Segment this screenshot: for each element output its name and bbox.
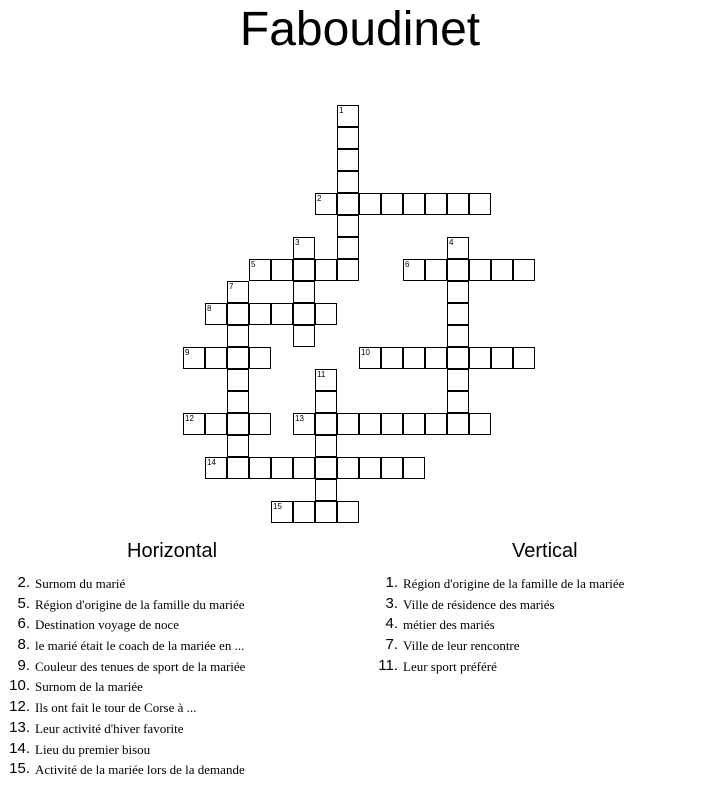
clue-text: Région d'origine de la famille du mariée xyxy=(35,596,245,612)
grid-cell[interactable] xyxy=(249,413,271,435)
grid-cell[interactable] xyxy=(447,413,469,435)
grid-cell[interactable] xyxy=(403,413,425,435)
clue-text: Surnom du marié xyxy=(35,576,126,591)
grid-cell[interactable] xyxy=(227,303,249,325)
grid-cell[interactable] xyxy=(381,347,403,369)
grid-cell[interactable] xyxy=(447,281,469,303)
grid-cell[interactable] xyxy=(183,347,205,369)
grid-cell[interactable] xyxy=(359,347,381,369)
grid-cell[interactable] xyxy=(447,259,469,281)
clue-text: Ville de leur rencontre xyxy=(403,638,520,654)
clue-num: 14. xyxy=(9,739,30,757)
clue-number: 7 xyxy=(229,282,234,291)
grid-cell[interactable] xyxy=(337,413,359,435)
grid-cell[interactable] xyxy=(337,237,359,259)
grid-cell[interactable] xyxy=(337,105,359,127)
grid-cell[interactable] xyxy=(447,347,469,369)
grid-cell[interactable] xyxy=(205,347,227,369)
grid-cell[interactable] xyxy=(249,259,271,281)
puzzle-title: Faboudinet xyxy=(239,3,481,56)
grid-cell[interactable] xyxy=(293,413,315,435)
clue-num: 3. xyxy=(385,594,398,612)
grid-cell[interactable] xyxy=(293,501,315,523)
grid-cell[interactable] xyxy=(315,413,337,435)
grid-cell[interactable] xyxy=(447,237,469,259)
grid-cell[interactable] xyxy=(271,457,293,479)
grid-cell[interactable] xyxy=(249,303,271,325)
clue-num: 5. xyxy=(17,594,30,612)
grid-cell[interactable] xyxy=(337,127,359,149)
clue-num: 9. xyxy=(17,656,30,674)
grid-cell[interactable] xyxy=(491,347,513,369)
grid-cell[interactable] xyxy=(403,457,425,479)
grid-cell[interactable] xyxy=(425,413,447,435)
grid-cell[interactable] xyxy=(425,347,447,369)
grid-cell[interactable] xyxy=(205,457,227,479)
grid-cell[interactable] xyxy=(227,391,249,413)
grid-cell[interactable] xyxy=(403,347,425,369)
clue-number: 10 xyxy=(361,348,370,357)
grid-cell[interactable] xyxy=(227,347,249,369)
grid-cell[interactable] xyxy=(381,193,403,215)
clue-num: 6. xyxy=(17,615,30,633)
clue-number: 1 xyxy=(339,106,344,115)
clue-number: 3 xyxy=(295,238,300,247)
clue-text: Surnom de la mariée xyxy=(35,679,143,695)
grid-cell[interactable] xyxy=(293,325,315,347)
grid-cell[interactable] xyxy=(271,303,293,325)
clue-text: le marié était le coach de la mariée en ... xyxy=(35,638,245,654)
grid-cell[interactable] xyxy=(447,325,469,347)
clue-num: 7. xyxy=(385,636,398,654)
grid-cell[interactable] xyxy=(403,193,425,215)
clue-number: 11 xyxy=(317,370,326,379)
grid-cell[interactable] xyxy=(227,325,249,347)
grid-cell[interactable] xyxy=(469,193,491,215)
grid-cell[interactable] xyxy=(447,193,469,215)
grid-cell[interactable] xyxy=(381,457,403,479)
grid-cell[interactable] xyxy=(293,281,315,303)
clue-number: 15 xyxy=(273,502,282,511)
grid-cell[interactable] xyxy=(293,303,315,325)
grid-cell[interactable] xyxy=(513,347,535,369)
clue-text: métier des mariés xyxy=(403,617,495,633)
clue-num: 15. xyxy=(9,760,30,778)
clue-text: Activité de la mariée lors de la demande xyxy=(35,762,245,778)
clue-num: 2. xyxy=(17,574,30,591)
grid-cell[interactable] xyxy=(227,413,249,435)
grid-cell[interactable] xyxy=(315,479,337,501)
grid-cell[interactable] xyxy=(205,413,227,435)
grid-cell[interactable] xyxy=(425,259,447,281)
grid-cell[interactable] xyxy=(337,215,359,237)
grid-cell[interactable] xyxy=(337,501,359,523)
grid-cell[interactable] xyxy=(315,435,337,457)
clue-number: 2 xyxy=(317,194,322,203)
grid-cell[interactable] xyxy=(227,369,249,391)
grid-cell[interactable] xyxy=(513,259,535,281)
clue-text: Destination voyage de noce xyxy=(35,617,180,633)
clue-text: Lieu du premier bisou xyxy=(35,741,151,757)
grid-cell[interactable] xyxy=(205,303,227,325)
grid-cell[interactable] xyxy=(337,193,359,215)
grid-cell[interactable] xyxy=(315,457,337,479)
grid-cell[interactable] xyxy=(315,369,337,391)
grid-cell[interactable] xyxy=(271,501,293,523)
clue-text: Leur activité d'hiver favorite xyxy=(35,720,184,736)
grid-cell[interactable] xyxy=(293,457,315,479)
grid-cell[interactable] xyxy=(469,413,491,435)
grid-cell[interactable] xyxy=(425,193,447,215)
grid-cell[interactable] xyxy=(447,369,469,391)
grid-cell[interactable] xyxy=(315,193,337,215)
grid-cell[interactable] xyxy=(293,237,315,259)
clue-num: 10. xyxy=(9,677,30,695)
clue-number: 12 xyxy=(185,414,194,423)
clue-number: 13 xyxy=(295,414,304,423)
grid-cell[interactable] xyxy=(227,435,249,457)
clue-number: 4 xyxy=(449,238,454,247)
clue-num: 1. xyxy=(385,574,398,591)
grid-cell[interactable] xyxy=(227,457,249,479)
grid-cell[interactable] xyxy=(359,457,381,479)
grid-cell[interactable] xyxy=(315,391,337,413)
grid-cell[interactable] xyxy=(315,259,337,281)
clue-text: Couleur des tenues de sport de la mariée xyxy=(35,658,246,674)
clue-text: Leur sport préféré xyxy=(403,658,497,674)
clue-number: 9 xyxy=(185,348,190,357)
clue-num: 13. xyxy=(9,718,30,736)
grid-cell[interactable] xyxy=(447,391,469,413)
clue-num: 11. xyxy=(378,656,398,674)
grid-cell[interactable] xyxy=(381,413,403,435)
grid-cell[interactable] xyxy=(315,501,337,523)
grid-cell[interactable] xyxy=(337,457,359,479)
down-heading: Vertical xyxy=(512,540,578,562)
grid-cell[interactable] xyxy=(249,457,271,479)
clue-text: Région d'origine de la famille de la mariée xyxy=(403,576,625,591)
clue-num: 4. xyxy=(385,615,398,633)
grid-cell[interactable] xyxy=(337,149,359,171)
grid-cell[interactable] xyxy=(337,259,359,281)
clue-num: 12. xyxy=(9,698,30,716)
clue-num: 8. xyxy=(17,636,30,654)
clue-text: Ville de résidence des mariés xyxy=(403,596,555,612)
grid-cell[interactable] xyxy=(447,303,469,325)
grid-cell[interactable] xyxy=(271,259,293,281)
across-heading: Horizontal xyxy=(127,540,218,562)
grid-cell[interactable] xyxy=(249,347,271,369)
clue-number: 14 xyxy=(207,458,216,467)
grid-cell[interactable] xyxy=(227,281,249,303)
grid-cell[interactable] xyxy=(293,259,315,281)
clue-number: 5 xyxy=(251,260,256,269)
grid-cell[interactable] xyxy=(315,303,337,325)
grid-cell[interactable] xyxy=(469,259,491,281)
grid-cell[interactable] xyxy=(491,259,513,281)
grid-cell[interactable] xyxy=(469,347,491,369)
grid-cell[interactable] xyxy=(403,259,425,281)
grid-cell[interactable] xyxy=(183,413,205,435)
clue-number: 6 xyxy=(405,260,410,269)
clue-number: 8 xyxy=(207,304,212,313)
clue-text: Ils ont fait le tour de Corse à ... xyxy=(35,700,197,716)
grid-cell[interactable] xyxy=(337,171,359,193)
grid-cell[interactable] xyxy=(359,413,381,435)
grid-cell[interactable] xyxy=(359,193,381,215)
